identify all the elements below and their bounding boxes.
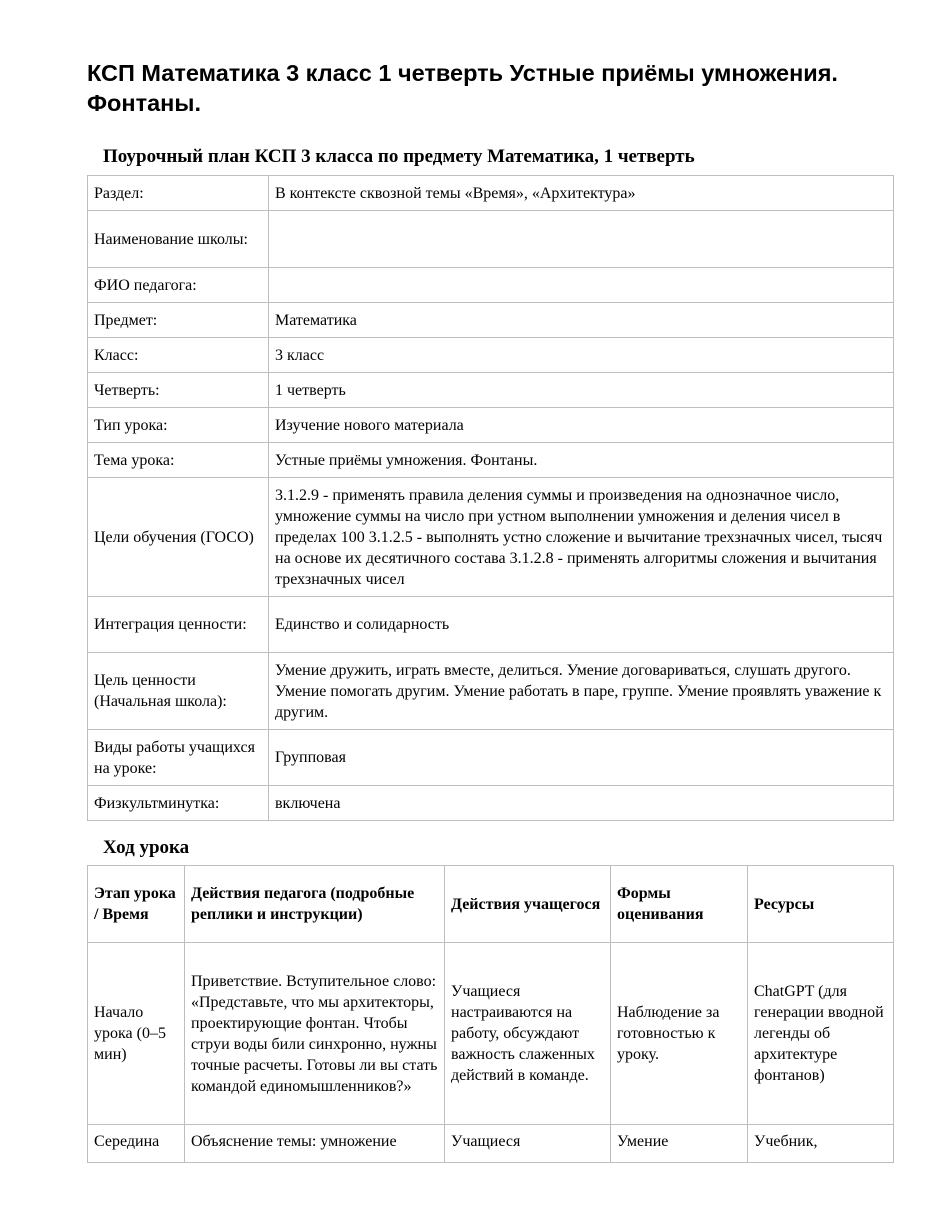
table-row [88,211,894,268]
row-label: Физкультминутка: [88,786,269,821]
row-value: 3 класс [269,338,894,373]
cell-assessment: Умение [611,1125,748,1163]
row-value: Математика [269,303,894,338]
row-value: В контексте сквозной темы «Время», «Архитектура» [269,176,894,211]
row-label: Четверть: [88,373,269,408]
cell-resources: ChatGPT (для генерации вводной легенды об архитектуре фонтанов) [748,943,894,1125]
row-label: Предмет: [88,303,269,338]
table-row [88,303,894,338]
table-row [88,338,894,373]
document-title: КСП Математика 3 класс 1 четверть Устные приёмы умножения. Фонтаны. [87,60,838,116]
document-page [87,58,893,1163]
row-label: Наименование школы: [88,211,269,268]
table-row [88,408,894,443]
row-value: Устные приёмы умножения. Фонтаны. [269,443,894,478]
table-row [88,176,894,211]
table-row [88,786,894,821]
plan-table [87,175,894,821]
table-row [88,597,894,653]
table-row [88,443,894,478]
column-header-resources: Ресурсы [748,866,894,943]
row-label: Интеграция ценности: [88,597,269,653]
column-header-teacher: Действия педагога (подробные реплики и инструкции) [185,866,445,943]
table-header-row [88,866,894,943]
row-value: 3.1.2.9 - применять правила деления суммы и произведения на однозначное число, умножение суммы на число при устном выполнении умножения и деления чисел в пределах 100 3.1.2.5 - выполнять устно сложение и вычитание трехзначных чисел, тысяч на основе их десятичного состава 3.1.2.8 - применять алгоритмы сложения и вычитания трехзначных чисел [269,478,894,597]
lesson-heading: Ход урока [103,837,190,858]
row-value [269,211,894,268]
row-label: ФИО педагога: [88,268,269,303]
row-value: 1 четверть [269,373,894,408]
plan-heading: Поурочный план КСП 3 класса по предмету Математика, 1 четверть [103,146,695,167]
row-value [269,268,894,303]
table-row [88,730,894,786]
table-row [88,943,894,1125]
column-header-stage: Этап урока / Время [88,866,185,943]
row-value: включена [269,786,894,821]
table-row [88,478,894,597]
row-value: Единство и солидарность [269,597,894,653]
row-value: Умение дружить, играть вместе, делиться. Умение договариваться, слушать другого. Умение помогать другим. Умение работать в паре, группе. Умение проявлять уважение к другим. [269,653,894,730]
cell-resources: Учебник, [748,1125,894,1163]
row-label: Виды работы учащихся на уроке: [88,730,269,786]
lesson-table [87,865,894,1163]
row-label: Тема урока: [88,443,269,478]
row-label: Тип урока: [88,408,269,443]
cell-assessment: Наблюдение за готовностью к уроку. [611,943,748,1125]
table-row [88,1125,894,1163]
row-value: Групповая [269,730,894,786]
table-row [88,653,894,730]
cell-stage: Начало урока (0–5 мин) [88,943,185,1125]
table-row [88,373,894,408]
column-header-student: Действия учащегося [445,866,611,943]
cell-teacher: Приветствие. Вступительное слово: «Представьте, что мы архитекторы, проектирующие фонтан. Чтобы струи воды били синхронно, нужны точные расчеты. Готовы ли вы стать командой единомышленников?» [185,943,445,1125]
cell-teacher: Объяснение темы: умножение [185,1125,445,1163]
row-label: Цель ценности (Начальная школа): [88,653,269,730]
row-value: Изучение нового материала [269,408,894,443]
column-header-assessment: Формы оценивания [611,866,748,943]
row-label: Цели обучения (ГОСО) [88,478,269,597]
row-label: Раздел: [88,176,269,211]
row-label: Класс: [88,338,269,373]
table-row [88,268,894,303]
cell-student: Учащиеся [445,1125,611,1163]
cell-stage: Середина [88,1125,185,1163]
cell-student: Учащиеся настраиваются на работу, обсуждают важность слаженных действий в команде. [445,943,611,1125]
